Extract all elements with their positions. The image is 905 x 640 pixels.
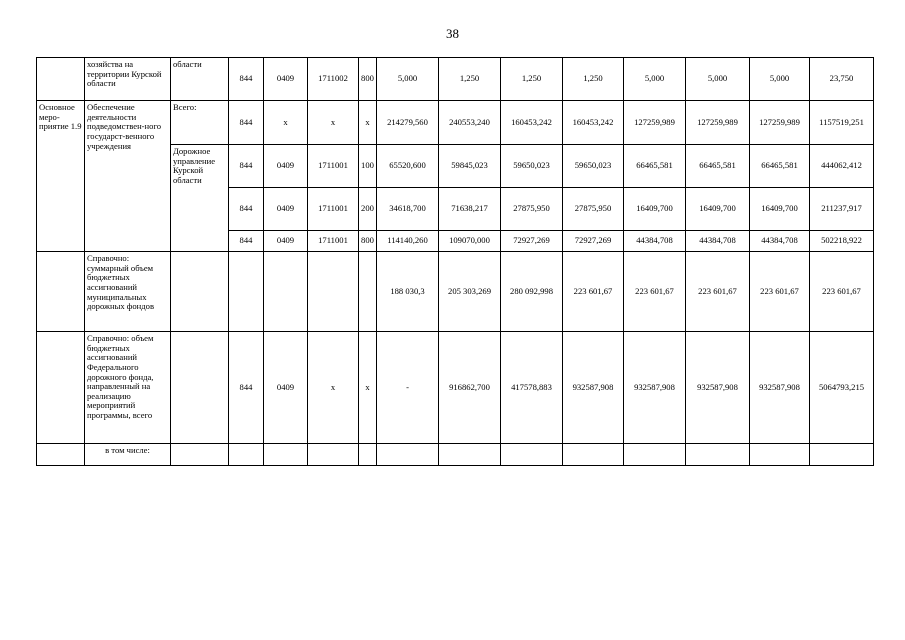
cell-vr: x — [359, 332, 377, 444]
cell-grbs: 844 — [229, 231, 264, 252]
cell-rzpr: 0409 — [264, 145, 308, 188]
cell-empty — [229, 252, 264, 332]
cell-csr: 1711002 — [308, 58, 359, 101]
cell-value: 66465,581 — [624, 145, 686, 188]
cell-empty — [37, 444, 85, 466]
cell-value: - — [377, 332, 439, 444]
cell-value: 66465,581 — [750, 145, 810, 188]
cell-empty — [171, 332, 229, 444]
cell-total: 223 601,67 — [810, 252, 874, 332]
cell-executor: Дорожное управление Курской области — [171, 145, 229, 252]
cell-value: 16409,700 — [750, 188, 810, 231]
cell-empty — [750, 444, 810, 466]
cell-empty — [264, 444, 308, 466]
cell-empty — [359, 444, 377, 466]
cell-value: 240553,240 — [439, 101, 501, 145]
cell-empty — [229, 444, 264, 466]
cell-description: Справочно: объем бюджетных ассигнований Федерального дорожного фонда, направленный на реализацию мероприятий программы, всего — [85, 332, 171, 444]
cell-description: Справочно: суммарный объем бюджетных ассигнований муниципальных дорожных фондов — [85, 252, 171, 332]
cell-value: 127259,989 — [624, 101, 686, 145]
cell-value: 66465,581 — [686, 145, 750, 188]
cell-vr: x — [359, 101, 377, 145]
cell-value: 72927,269 — [563, 231, 624, 252]
cell-value: 59650,023 — [563, 145, 624, 188]
cell-value: 932587,908 — [686, 332, 750, 444]
cell-empty — [171, 444, 229, 466]
cell-empty — [439, 444, 501, 466]
cell-value: 27875,950 — [563, 188, 624, 231]
cell-value: 65520,600 — [377, 145, 439, 188]
cell-value: 44384,708 — [686, 231, 750, 252]
cell-grbs: 844 — [229, 101, 264, 145]
cell-csr: x — [308, 101, 359, 145]
cell-value: 59650,023 — [501, 145, 563, 188]
budget-table — [36, 57, 874, 466]
cell-value: 223 601,67 — [750, 252, 810, 332]
cell-value: 160453,242 — [501, 101, 563, 145]
table-row — [37, 252, 874, 332]
cell-value: 5,000 — [686, 58, 750, 101]
cell-vr: 800 — [359, 231, 377, 252]
cell-total: 23,750 — [810, 58, 874, 101]
cell-csr: 1711001 — [308, 231, 359, 252]
cell-total: 211237,917 — [810, 188, 874, 231]
cell-value: 916862,700 — [439, 332, 501, 444]
cell-value: 59845,023 — [439, 145, 501, 188]
table-row — [37, 101, 874, 145]
cell-empty — [377, 444, 439, 466]
cell-value: 417578,883 — [501, 332, 563, 444]
cell-value: 16409,700 — [624, 188, 686, 231]
table-row — [37, 332, 874, 444]
cell-value: 16409,700 — [686, 188, 750, 231]
cell-value: 205 303,269 — [439, 252, 501, 332]
cell-value: 280 092,998 — [501, 252, 563, 332]
cell-executor: Всего: — [171, 101, 229, 145]
cell-empty — [308, 252, 359, 332]
cell-value: 5,000 — [624, 58, 686, 101]
cell-vr: 100 — [359, 145, 377, 188]
cell-empty — [37, 58, 85, 101]
cell-total: 5064793,215 — [810, 332, 874, 444]
cell-value: 932587,908 — [563, 332, 624, 444]
cell-value: 27875,950 — [501, 188, 563, 231]
cell-value: 5,000 — [377, 58, 439, 101]
cell-rzpr: 0409 — [264, 231, 308, 252]
cell-value: 223 601,67 — [686, 252, 750, 332]
cell-rzpr: 0409 — [264, 332, 308, 444]
cell-value: 34618,700 — [377, 188, 439, 231]
cell-grbs: 844 — [229, 332, 264, 444]
cell-measure-label: Основное меро-приятие 1.9 — [37, 101, 85, 252]
table-row — [37, 444, 874, 466]
cell-value: 109070,000 — [439, 231, 501, 252]
page-number: 38 — [446, 26, 459, 41]
cell-csr: 1711001 — [308, 145, 359, 188]
cell-empty — [308, 444, 359, 466]
cell-empty — [359, 252, 377, 332]
cell-value: 127259,989 — [750, 101, 810, 145]
cell-rzpr: 0409 — [264, 58, 308, 101]
cell-grbs: 844 — [229, 188, 264, 231]
cell-value: 214279,560 — [377, 101, 439, 145]
cell-empty — [501, 444, 563, 466]
cell-value: 114140,260 — [377, 231, 439, 252]
cell-value: 127259,989 — [686, 101, 750, 145]
cell-value: 932587,908 — [750, 332, 810, 444]
cell-grbs: 844 — [229, 145, 264, 188]
cell-empty — [686, 444, 750, 466]
cell-value: 1,250 — [563, 58, 624, 101]
cell-value: 932587,908 — [624, 332, 686, 444]
cell-vr: 800 — [359, 58, 377, 101]
cell-csr: 1711001 — [308, 188, 359, 231]
cell-description: хозяйства на территории Курской области — [85, 58, 171, 101]
cell-total: 1157519,251 — [810, 101, 874, 145]
cell-empty — [563, 444, 624, 466]
cell-rzpr: x — [264, 101, 308, 145]
cell-empty — [37, 252, 85, 332]
cell-empty — [810, 444, 874, 466]
cell-value: 71638,217 — [439, 188, 501, 231]
cell-value: 160453,242 — [563, 101, 624, 145]
cell-total: 444062,412 — [810, 145, 874, 188]
cell-value: 44384,708 — [624, 231, 686, 252]
cell-total: 502218,922 — [810, 231, 874, 252]
table-row — [37, 58, 874, 101]
cell-rzpr: 0409 — [264, 188, 308, 231]
cell-value: 188 030,3 — [377, 252, 439, 332]
cell-value: 1,250 — [439, 58, 501, 101]
cell-value: 5,000 — [750, 58, 810, 101]
cell-value: 223 601,67 — [563, 252, 624, 332]
cell-value: 72927,269 — [501, 231, 563, 252]
cell-empty — [624, 444, 686, 466]
cell-csr: x — [308, 332, 359, 444]
cell-empty — [264, 252, 308, 332]
cell-empty — [37, 332, 85, 444]
cell-description: в том числе: — [85, 444, 171, 466]
cell-vr: 200 — [359, 188, 377, 231]
cell-empty — [171, 252, 229, 332]
cell-value: 44384,708 — [750, 231, 810, 252]
cell-grbs: 844 — [229, 58, 264, 101]
cell-value: 223 601,67 — [624, 252, 686, 332]
cell-description: Обеспечение деятельности подведомствен-ного государст-венного учреждения — [85, 101, 171, 252]
cell-executor: области — [171, 58, 229, 101]
cell-value: 1,250 — [501, 58, 563, 101]
